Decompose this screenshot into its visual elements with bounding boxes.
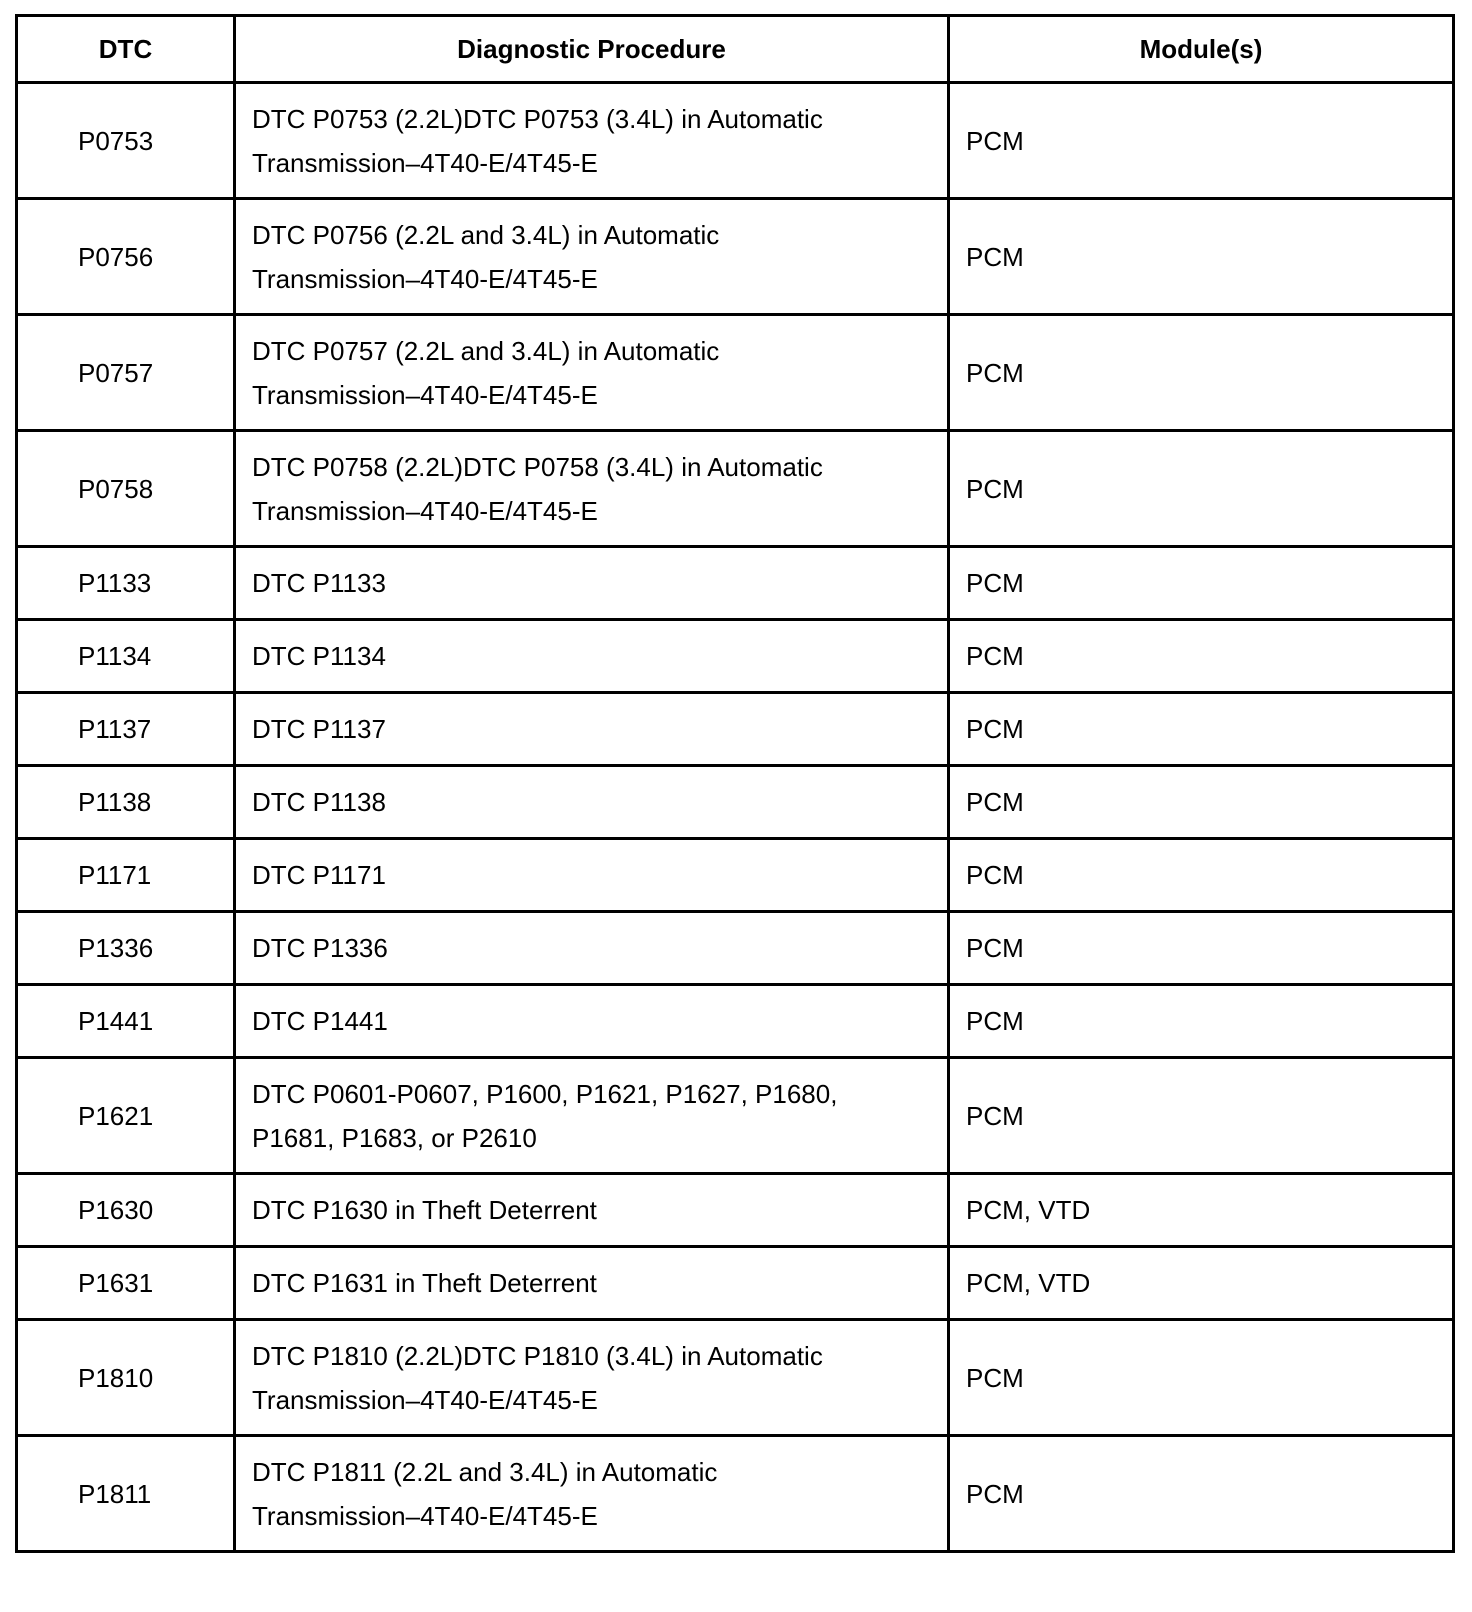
modules: PCM	[949, 431, 1454, 547]
modules: PCM, VTD	[949, 1174, 1454, 1247]
header-dtc: DTC	[17, 16, 235, 83]
diagnostic-procedure	[235, 985, 949, 1058]
table-row	[17, 83, 1454, 199]
dtc-code: P0758	[17, 431, 235, 547]
table-row	[17, 1247, 1454, 1320]
header-modules: Module(s)	[949, 16, 1454, 83]
modules: PCM	[949, 83, 1454, 199]
procedure-line-2: Transmission–4T40-E/4T45-E	[252, 263, 598, 294]
table-row	[17, 620, 1454, 693]
procedure-line-1: DTC P0753 (2.2L)DTC P0753 (3.4L) in Automatic	[252, 103, 823, 134]
table-row	[17, 985, 1454, 1058]
procedure-line-1: DTC P1630 in Theft Deterrent	[252, 1195, 597, 1225]
dtc-code: P1441	[17, 985, 235, 1058]
procedure-line-1: DTC P0757 (2.2L and 3.4L) in Automatic	[252, 335, 720, 366]
diagnostic-procedure	[235, 1058, 949, 1174]
procedure-line-1: DTC P0601-P0607, P1600, P1621, P1627, P1680,	[252, 1078, 838, 1109]
modules: PCM	[949, 199, 1454, 315]
table-body	[17, 83, 1454, 1552]
procedure-line-2: P1681, P1683, or P2610	[252, 1122, 537, 1153]
procedure-line-1: DTC P1631 in Theft Deterrent	[252, 1268, 597, 1298]
table-row	[17, 693, 1454, 766]
diagnostic-procedure	[235, 431, 949, 547]
dtc-code: P1137	[17, 693, 235, 766]
diagnostic-procedure	[235, 83, 949, 199]
procedure-line-1: DTC P1137	[252, 714, 386, 744]
modules: PCM	[949, 1058, 1454, 1174]
dtc-code: P1171	[17, 839, 235, 912]
header-diagnostic-procedure: Diagnostic Procedure	[235, 16, 949, 83]
dtc-code: P1631	[17, 1247, 235, 1320]
diagnostic-procedure	[235, 547, 949, 620]
modules: PCM	[949, 912, 1454, 985]
procedure-line-2: Transmission–4T40-E/4T45-E	[252, 1384, 598, 1415]
table-row	[17, 1320, 1454, 1436]
dtc-code: P1133	[17, 547, 235, 620]
modules: PCM	[949, 985, 1454, 1058]
procedure-line-1: DTC P0756 (2.2L and 3.4L) in Automatic	[252, 219, 720, 250]
procedure-line-1: DTC P1441	[252, 1006, 388, 1036]
diagnostic-procedure	[235, 1174, 949, 1247]
dtc-code: P1336	[17, 912, 235, 985]
modules: PCM	[949, 547, 1454, 620]
diagnostic-procedure	[235, 199, 949, 315]
table-row	[17, 315, 1454, 431]
table-row	[17, 1436, 1454, 1552]
diagnostic-procedure	[235, 1247, 949, 1320]
procedure-line-2: Transmission–4T40-E/4T45-E	[252, 147, 598, 178]
dtc-code: P1811	[17, 1436, 235, 1552]
modules: PCM	[949, 620, 1454, 693]
diagnostic-procedure	[235, 693, 949, 766]
procedure-line-1: DTC P0758 (2.2L)DTC P0758 (3.4L) in Automatic	[252, 451, 823, 482]
table-row	[17, 1058, 1454, 1174]
modules: PCM	[949, 839, 1454, 912]
table-row	[17, 766, 1454, 839]
dtc-code: P1810	[17, 1320, 235, 1436]
table-row	[17, 912, 1454, 985]
diagnostic-procedure	[235, 315, 949, 431]
modules: PCM	[949, 1320, 1454, 1436]
diagnostic-procedure	[235, 620, 949, 693]
modules: PCM	[949, 315, 1454, 431]
header-row	[17, 16, 1454, 83]
table-row	[17, 547, 1454, 620]
procedure-line-1: DTC P1171	[252, 860, 386, 890]
dtc-code: P0753	[17, 83, 235, 199]
modules: PCM, VTD	[949, 1247, 1454, 1320]
dtc-code: P1630	[17, 1174, 235, 1247]
dtc-table	[15, 14, 1455, 1553]
procedure-line-1: DTC P1810 (2.2L)DTC P1810 (3.4L) in Automatic	[252, 1340, 823, 1371]
dtc-code: P1138	[17, 766, 235, 839]
procedure-line-1: DTC P1336	[252, 933, 388, 963]
procedure-line-1: DTC P1138	[252, 787, 386, 817]
procedure-line-1: DTC P1811 (2.2L and 3.4L) in Automatic	[252, 1456, 718, 1487]
procedure-line-1: DTC P1133	[252, 568, 386, 598]
procedure-line-2: Transmission–4T40-E/4T45-E	[252, 1500, 598, 1531]
diagnostic-procedure	[235, 912, 949, 985]
procedure-line-1: DTC P1134	[252, 641, 386, 671]
dtc-code: P0756	[17, 199, 235, 315]
table-row	[17, 431, 1454, 547]
diagnostic-procedure	[235, 1436, 949, 1552]
table-row	[17, 199, 1454, 315]
table-row	[17, 839, 1454, 912]
modules: PCM	[949, 1436, 1454, 1552]
dtc-code: P1134	[17, 620, 235, 693]
procedure-line-2: Transmission–4T40-E/4T45-E	[252, 495, 598, 526]
dtc-code: P1621	[17, 1058, 235, 1174]
table-row	[17, 1174, 1454, 1247]
diagnostic-procedure	[235, 839, 949, 912]
modules: PCM	[949, 766, 1454, 839]
procedure-line-2: Transmission–4T40-E/4T45-E	[252, 379, 598, 410]
diagnostic-procedure	[235, 1320, 949, 1436]
dtc-code: P0757	[17, 315, 235, 431]
modules: PCM	[949, 693, 1454, 766]
diagnostic-procedure	[235, 766, 949, 839]
